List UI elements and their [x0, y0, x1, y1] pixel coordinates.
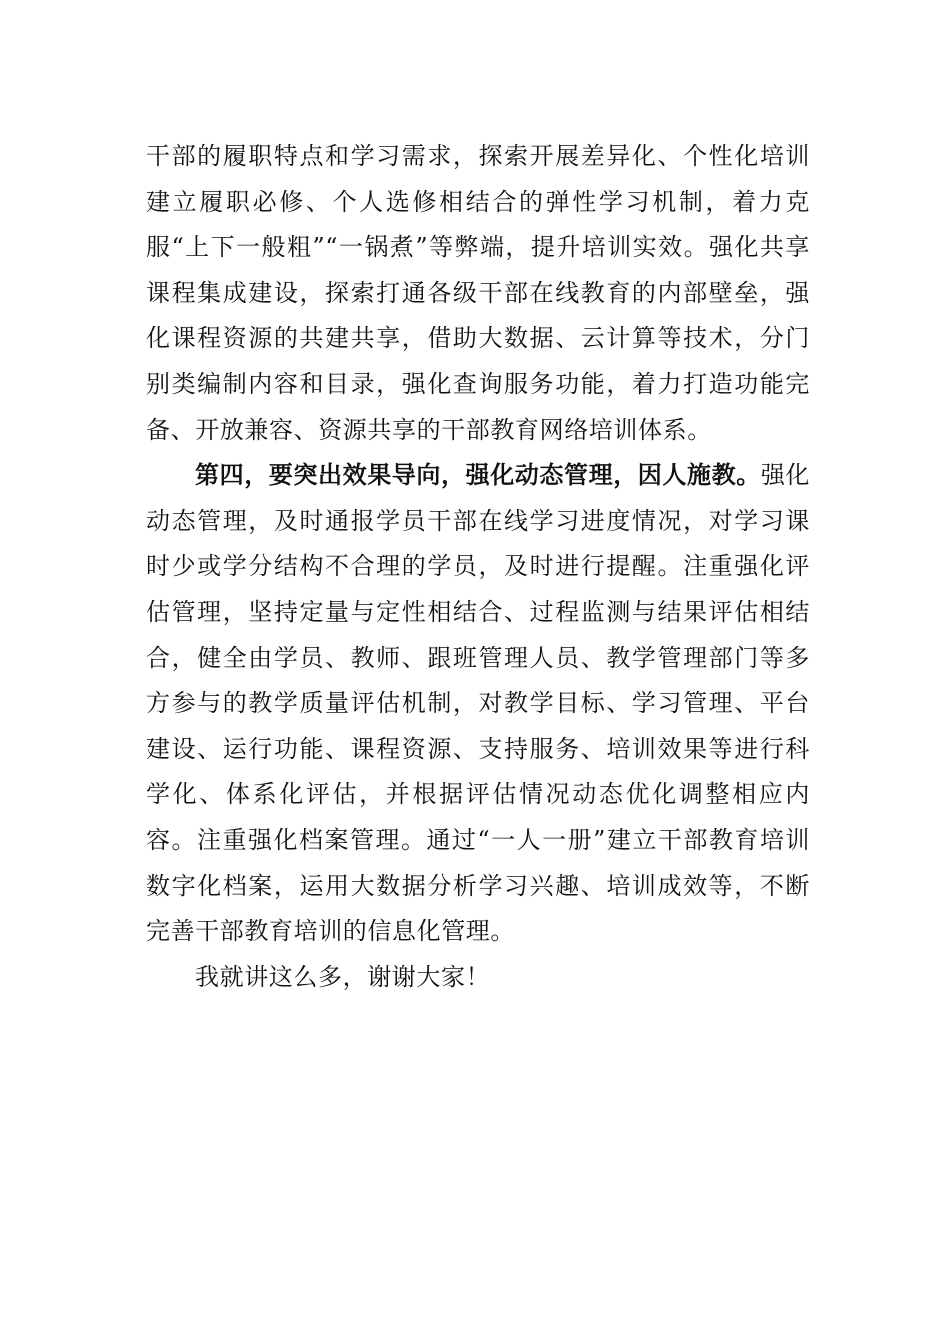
paragraph-2	[146, 453, 810, 955]
closing-line: 我就讲这么多，谢谢大家！	[195, 962, 491, 991]
paragraph-2-heading: 第四，要突出效果导向，强化动态管理，因人施教。	[195, 461, 761, 490]
document-body	[146, 134, 810, 1000]
paragraph-2-body: 强化动态管理，及时通报学员干部在线学习进度情况，对学习课时少或学分结构不合理的学员，及时进行提醒。注重强化评估管理，坚持定量与定性相结合、过程监测与结果评估相结合，健全由学员、教师、跟班管理人员、教学管理部门等多方参与的教学质量评估机制，对教学目标、学习管理、平台建设、运行功能、课程资源、支持服务、培训效果等进行科学化、体系化评估，并根据评估情况动态优化调整相应内容。注重强化档案管理。通过“一人一册”建立干部教育培训数字化档案，运用大数据分析学习兴趣、培训成效等，不断完善干部教育培训的信息化管理。	[146, 461, 811, 946]
paragraph-1: 干部的履职特点和学习需求，探索开展差异化、个性化培训建立履职必修、个人选修相结合的弹性学习机制，着力克服“上下一般粗”“一锅煮”等弊端，提升培训实效。强化共享课程集成建设，探索打通各级干部在线教育的内部壁垒，强化课程资源的共建共享，借助大数据、云计算等技术，分门别类编制内容和目录，强化查询服务功能，着力打造功能完备、开放兼容、资源共享的干部教育网络培训体系。	[146, 142, 810, 444]
